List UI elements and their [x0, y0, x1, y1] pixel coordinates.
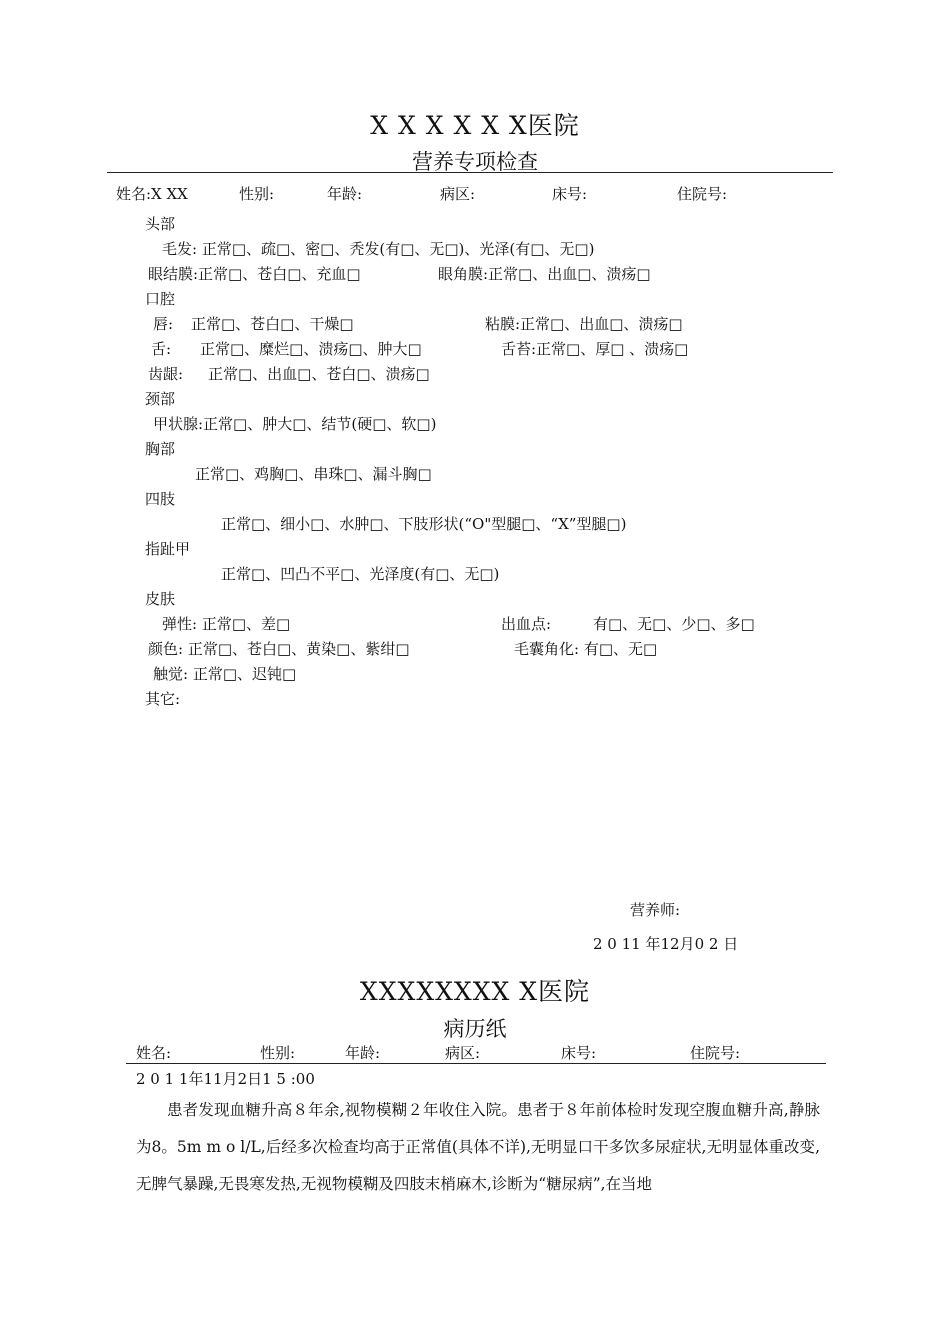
chest-line: 正常□、鸡胸□、串珠□、漏斗胸□ [195, 465, 432, 483]
field-gender: 性别: [239, 185, 275, 203]
section-neck: 颈部 [145, 390, 176, 408]
field-ward: 病区: [440, 185, 476, 203]
field-ward-2: 病区: [445, 1044, 481, 1062]
sign-date: 2 0 11 年12月0 2 日 [593, 935, 739, 953]
mucosa-line: 粘膜:正常□、出血□、溃疡□ [485, 315, 683, 333]
bleeding-line: 有□、无□、少□、多□ [593, 615, 755, 633]
header-divider-2 [126, 1063, 826, 1064]
section-nails: 指趾甲 [145, 540, 191, 558]
tongue-line: 正常□、糜烂□、溃疡□、肿大□ [200, 340, 422, 358]
nails-line: 正常□、凹凸不平□、光泽度(有□、无□) [221, 565, 500, 583]
elasticity-line: 弹性: 正常□、差□ [162, 615, 291, 633]
dietitian-signature: 营养师: [630, 901, 681, 919]
other-label: 其它: [145, 690, 181, 708]
hospital-title: X X X X X X医院 [370, 111, 580, 140]
field-age: 年龄: [327, 185, 363, 203]
record-datetime: 2 0 1 1年11月2日1 5 :00 [136, 1070, 315, 1088]
touch-line: 触觉: 正常□、迟钝□ [153, 665, 297, 683]
thyroid-line: 甲状腺:正常□、肿大□、结节(硬□、软□) [153, 415, 437, 433]
form-title: 营养专项检查 [412, 150, 538, 174]
hospital-title-2: XXXXXXXX X医院 [359, 977, 591, 1006]
skin-color-line: 颜色: 正常□、苍白□、黄染□、紫绀□ [148, 640, 410, 658]
section-limbs: 四肢 [145, 490, 176, 508]
title-divider [107, 172, 833, 173]
field-gender-2: 性别: [260, 1044, 296, 1062]
section-chest: 胸部 [145, 440, 176, 458]
conjunctiva-line: 眼结膜:正常□、苍白□、充血□ [148, 265, 361, 283]
hair-line: 毛发: 正常□、疏□、密□、秃发(有□、无□)、光泽(有□、无□) [162, 240, 595, 258]
field-admission-no: 住院号: [677, 185, 728, 203]
section-skin: 皮肤 [145, 590, 176, 608]
field-name-2: 姓名: [136, 1044, 172, 1062]
field-name: 姓名:X XX [116, 185, 188, 203]
cornea-line: 眼角膜:正常□、出血□、溃疡□ [438, 265, 651, 283]
field-admission-no-2: 住院号: [690, 1044, 741, 1062]
bleeding-label: 出血点: [501, 615, 552, 633]
form-title-2: 病历纸 [443, 1017, 507, 1041]
field-bed-2: 床号: [561, 1044, 597, 1062]
field-bed: 床号: [552, 185, 588, 203]
section-head: 头部 [145, 215, 176, 233]
gum-label: 齿龈: [148, 365, 184, 383]
section-mouth: 口腔 [145, 290, 176, 308]
lip-label: 唇: [153, 315, 174, 333]
record-body: 患者发现血糖升高８年余,视物模糊２年收住入院。患者于８年前体检时发现空腹血糖升高,静脉为8。5m m o l/L,后经多次检查均高于正常值(具体不详),无明显口干多饮多尿症状,无明显体重改变,无脾气暴躁,无畏寒发热,无视物模糊及四肢末梢麻木,诊断为“糖尿病”,在当地 [136, 1101, 820, 1193]
gum-line: 正常□、出血□、苍白□、溃疡□ [208, 365, 430, 383]
tongue-coating-line: 舌苔:正常□、厚□ 、溃疡□ [501, 340, 689, 358]
lip-line: 正常□、苍白□、干燥□ [191, 315, 354, 333]
keratosis-line: 毛囊角化: 有□、无□ [514, 640, 658, 658]
limbs-line: 正常□、细小□、水肿□、下肢形状(“O"型腿□、“X”型腿□) [221, 515, 627, 533]
field-age-2: 年龄: [345, 1044, 381, 1062]
tongue-label: 舌: [151, 340, 172, 358]
